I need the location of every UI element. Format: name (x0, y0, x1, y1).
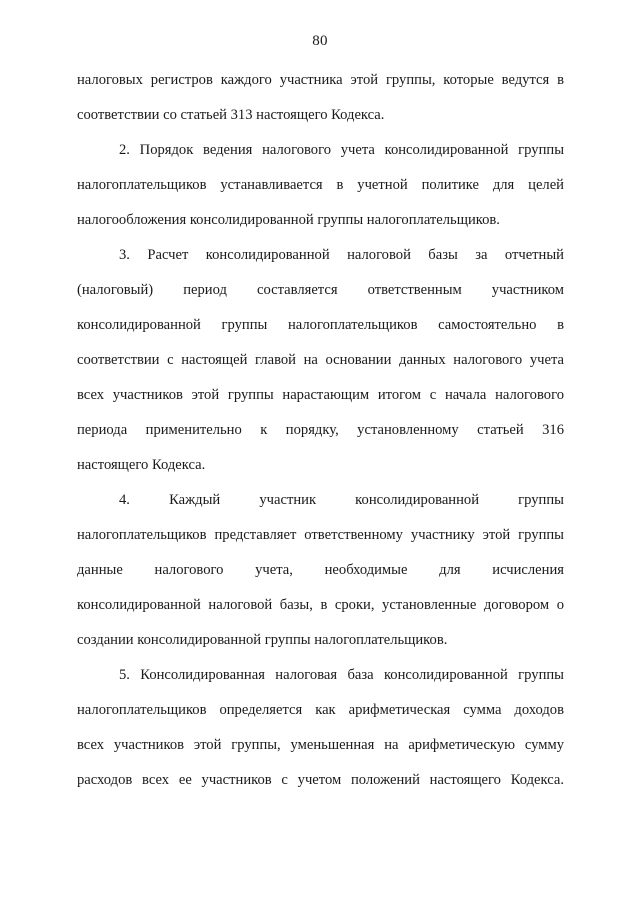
text-line: создании консолидированной группы налогоплательщиков. (77, 632, 448, 648)
text-line: 3. Расчет консолидированной налоговой базы за отчетный (119, 247, 564, 263)
text-line: налогообложения консолидированной группы налогоплательщиков. (77, 212, 500, 228)
text-line: 5. Консолидированная налоговая база консолидированной группы (119, 667, 564, 683)
text-line: налоговых регистров каждого участника этой группы, которые ведутся в (77, 72, 564, 88)
paragraph-5 (77, 658, 564, 798)
text-line: 2. Порядок ведения налогового учета консолидированной группы (119, 142, 564, 158)
paragraph-4 (77, 483, 564, 658)
text-line: налогоплательщиков устанавливается в учетной политике для целей (77, 177, 564, 193)
text-line: настоящего Кодекса. (77, 457, 206, 473)
text-line: налогоплательщиков определяется как арифметическая сумма доходов (77, 702, 564, 718)
text-line: расходов всех ее участников с учетом положений настоящего Кодекса. (77, 772, 564, 788)
paragraph-3 (77, 238, 564, 483)
text-line: налогоплательщиков представляет ответственному участнику этой группы (77, 527, 564, 543)
text-line: данные налогового учета, необходимые для исчисления (77, 562, 564, 578)
text-line: соответствии с настоящей главой на основании данных налогового учета (77, 352, 564, 368)
text-line: соответствии со статьей 313 настоящего Кодекса. (77, 107, 385, 123)
text-line: (налоговый) период составляется ответственным участником (77, 282, 564, 298)
text-line: консолидированной группы налогоплательщиков самостоятельно в (77, 317, 564, 333)
text-line: консолидированной налоговой базы, в сроки, установленные договором о (77, 597, 564, 613)
text-line: всех участников этой группы, уменьшенная на арифметическую сумму (77, 737, 564, 753)
text-line: 4. Каждый участник консолидированной группы (119, 492, 564, 508)
document-body (77, 63, 564, 798)
text-line: всех участников этой группы нарастающим итогом с начала налогового (77, 387, 564, 403)
text-line: периода применительно к порядку, установленному статьей 316 (77, 422, 564, 438)
page-number: 80 (312, 33, 328, 49)
paragraph-1 (77, 63, 564, 133)
paragraph-2 (77, 133, 564, 238)
